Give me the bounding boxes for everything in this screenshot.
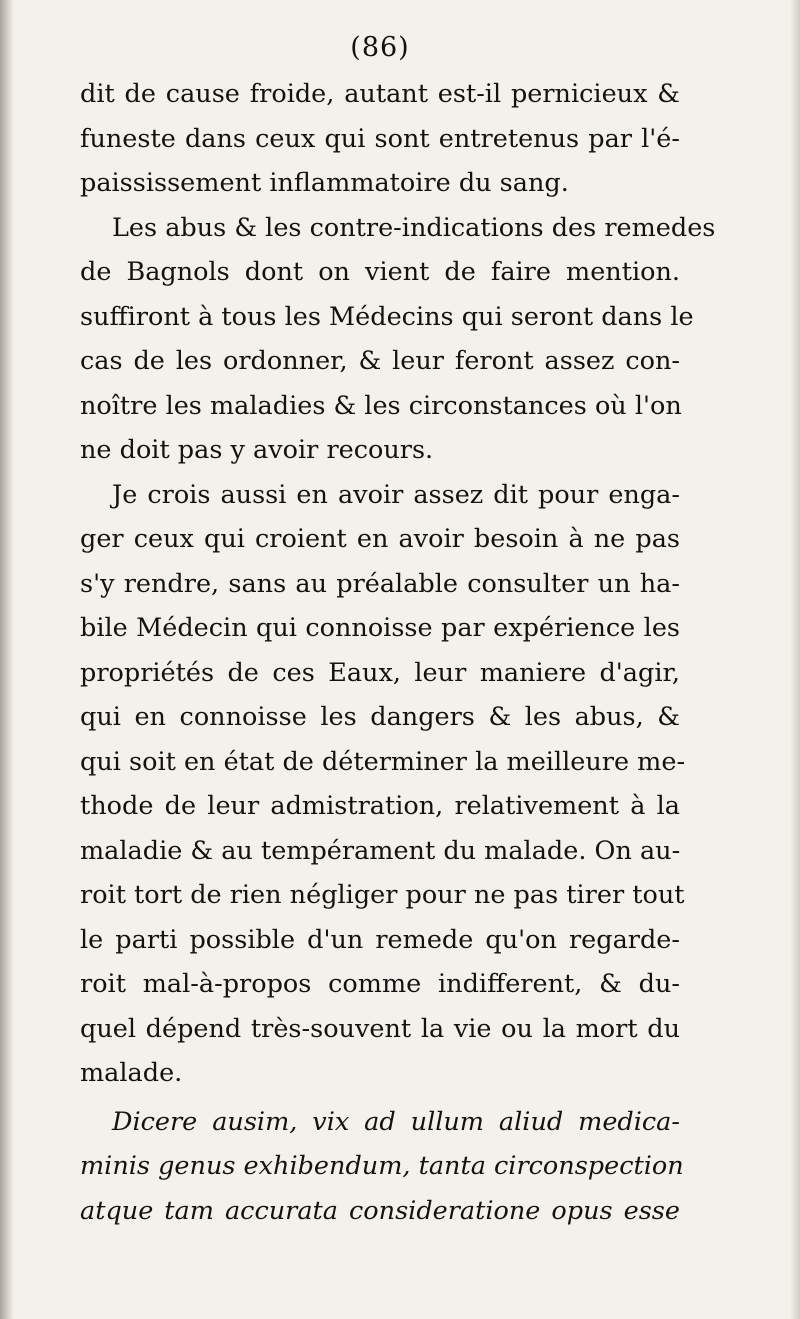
text-line: de Bagnols dont on vient de faire mention. xyxy=(80,257,680,287)
text-line: quel dépend très-souvent la vie ou la mort du xyxy=(80,1013,680,1044)
text-line: atque tam accurata consideratione opus esse xyxy=(80,1195,680,1226)
text-line: cas de les ordonner, & leur feront assez con- xyxy=(80,346,680,376)
text-line: minis genus exhibendum, tanta circonspection xyxy=(80,1151,684,1181)
text-line: noître les maladies & les circonstances où l'on xyxy=(80,390,682,421)
text-line: maladie & au tempérament du malade. On au- xyxy=(80,835,681,866)
text-line: Dicere ausim, vix ad ullum aliud medica- xyxy=(112,1106,680,1137)
text-line: bile Médecin qui connoisse par expérience les xyxy=(80,613,680,643)
text-line: Je crois aussi en avoir assez dit pour enga- xyxy=(112,479,680,510)
text-line: propriétés de ces Eaux, leur maniere d'agir, xyxy=(80,657,680,688)
text-line: ne doit pas y avoir recours. xyxy=(80,435,434,465)
paragraph-2 xyxy=(80,206,716,473)
text-line: dit de cause froide, autant est-il pernicieux & xyxy=(80,79,680,109)
text-line: roit mal-à-propos comme indifferent, & du- xyxy=(80,969,680,999)
paragraph-4-latin xyxy=(80,1100,684,1234)
text-line: funeste dans ceux qui sont entretenus par l'é- xyxy=(80,123,680,154)
page-text-block xyxy=(80,30,716,1233)
text-line: thode de leur admistration, relativement à la xyxy=(80,791,680,821)
text-line: s'y rendre, sans au préalable consulter un ha- xyxy=(80,568,680,599)
text-line: qui en connoisse les dangers & les abus, & xyxy=(80,702,680,732)
text-line: qui soit en état de déterminer la meilleure me- xyxy=(80,746,686,777)
page-gutter-shadow xyxy=(0,0,14,1319)
text-line: malade. xyxy=(80,1058,183,1088)
page-number: (86) xyxy=(350,32,410,63)
text-line: suffiront à tous les Médecins qui seront dans le xyxy=(80,301,694,332)
paragraph-1 xyxy=(80,72,680,206)
text-line: ger ceux qui croient en avoir besoin à ne pas xyxy=(80,524,680,554)
page-edge-shadow xyxy=(790,0,800,1319)
text-line: roit tort de rien négliger pour ne pas tirer tout xyxy=(80,880,685,910)
paragraph-3 xyxy=(80,473,686,1096)
text-line: Les abus & les contre-indications des remedes xyxy=(112,212,716,243)
text-line: le parti possible d'un remede qu'on regarde- xyxy=(80,924,680,955)
text-line: paississement inflammatoire du sang. xyxy=(80,168,569,198)
